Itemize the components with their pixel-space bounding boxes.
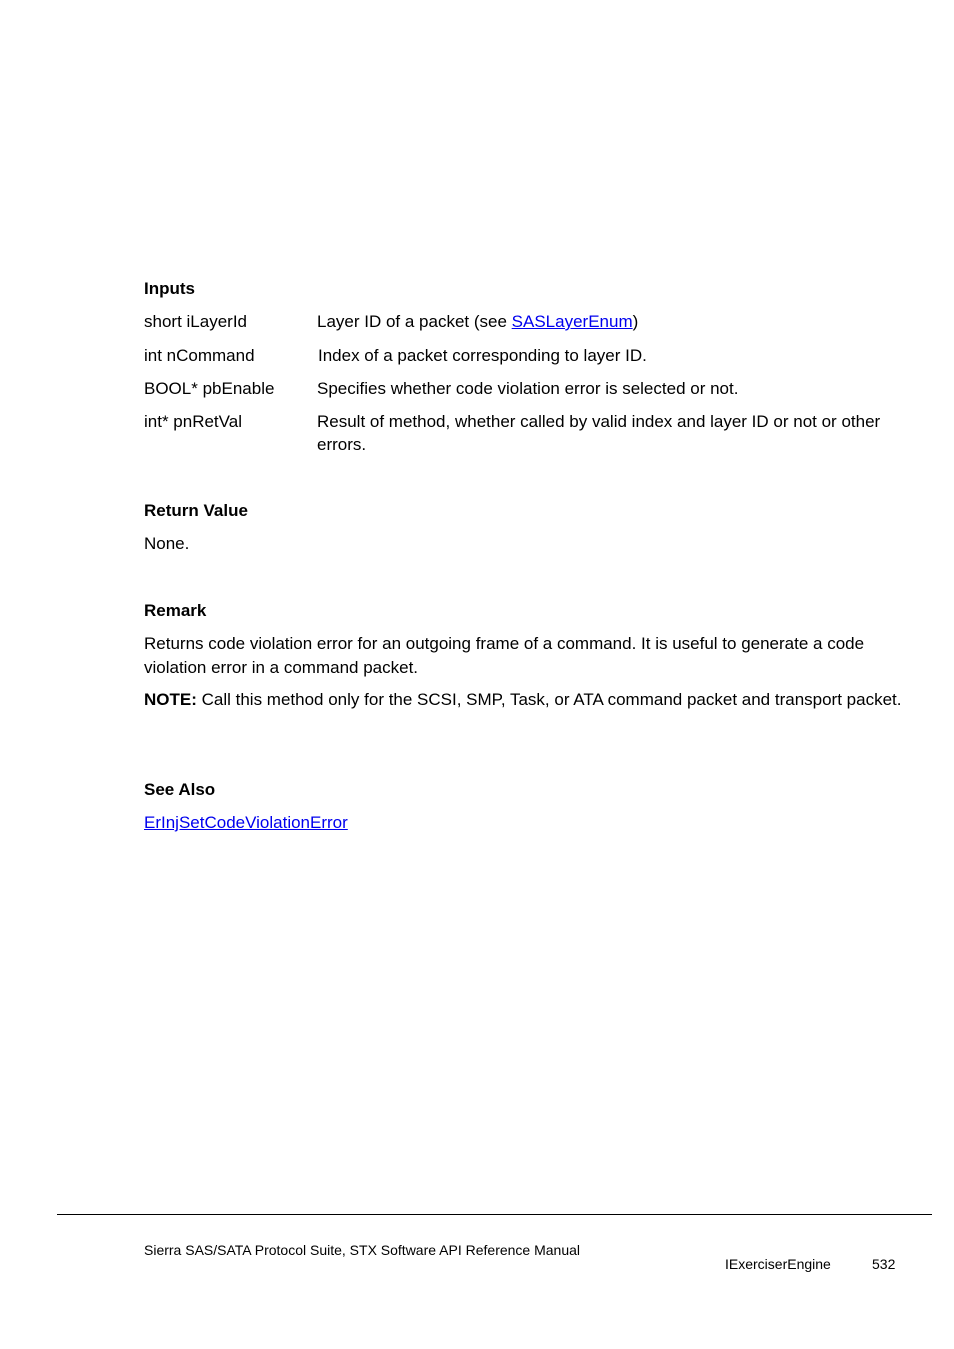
see-also-entry	[144, 811, 348, 834]
saslayerenum-link[interactable]: SASLayerEnum	[511, 312, 633, 331]
remark-note	[144, 688, 904, 712]
param-name-pnretval: int* pnRetVal	[144, 412, 242, 431]
param-desc-suffix: )	[632, 312, 639, 331]
param-desc-pbenable: Specifies whether code violation error is selected or not.	[317, 379, 739, 398]
remark-heading: Remark	[144, 601, 207, 620]
param-desc-pnretval: Result of method, whether called by valid index and layer ID or not or other errors.	[317, 412, 881, 454]
return-value-heading: Return Value	[144, 501, 248, 520]
footer-divider	[57, 1214, 932, 1215]
param-desc-ncommand: Index of a packet corresponding to layer ID.	[318, 346, 647, 365]
note-label: NOTE:	[144, 690, 197, 709]
footer-title: Sierra SAS/SATA Protocol Suite, STX Software API Reference Manual	[144, 1242, 581, 1258]
erinjsetcodeviolationerror-link[interactable]: ErInjSetCodeViolationError	[144, 813, 348, 832]
param-name-ncommand: int nCommand	[144, 346, 255, 365]
see-also-heading: See Also	[144, 780, 216, 799]
footer-page-number: 532	[872, 1256, 896, 1272]
param-name-pbenable: BOOL* pbEnable	[144, 379, 275, 398]
footer-section: IExerciserEngine	[725, 1256, 831, 1272]
param-name-ilayerid: short iLayerId	[144, 312, 247, 331]
remark-text: Returns code violation error for an outgoing frame of a command. It is useful to generate a code violation error in a command packet.	[144, 634, 865, 677]
param-desc-prefix: Layer ID of a packet (see	[317, 312, 512, 331]
param-desc-ilayerid	[317, 310, 887, 333]
return-value-text: None.	[144, 534, 190, 553]
note-text: Call this method only for the SCSI, SMP, Task, or ATA command packet and transport packet.	[196, 690, 902, 709]
inputs-heading: Inputs	[144, 279, 195, 298]
